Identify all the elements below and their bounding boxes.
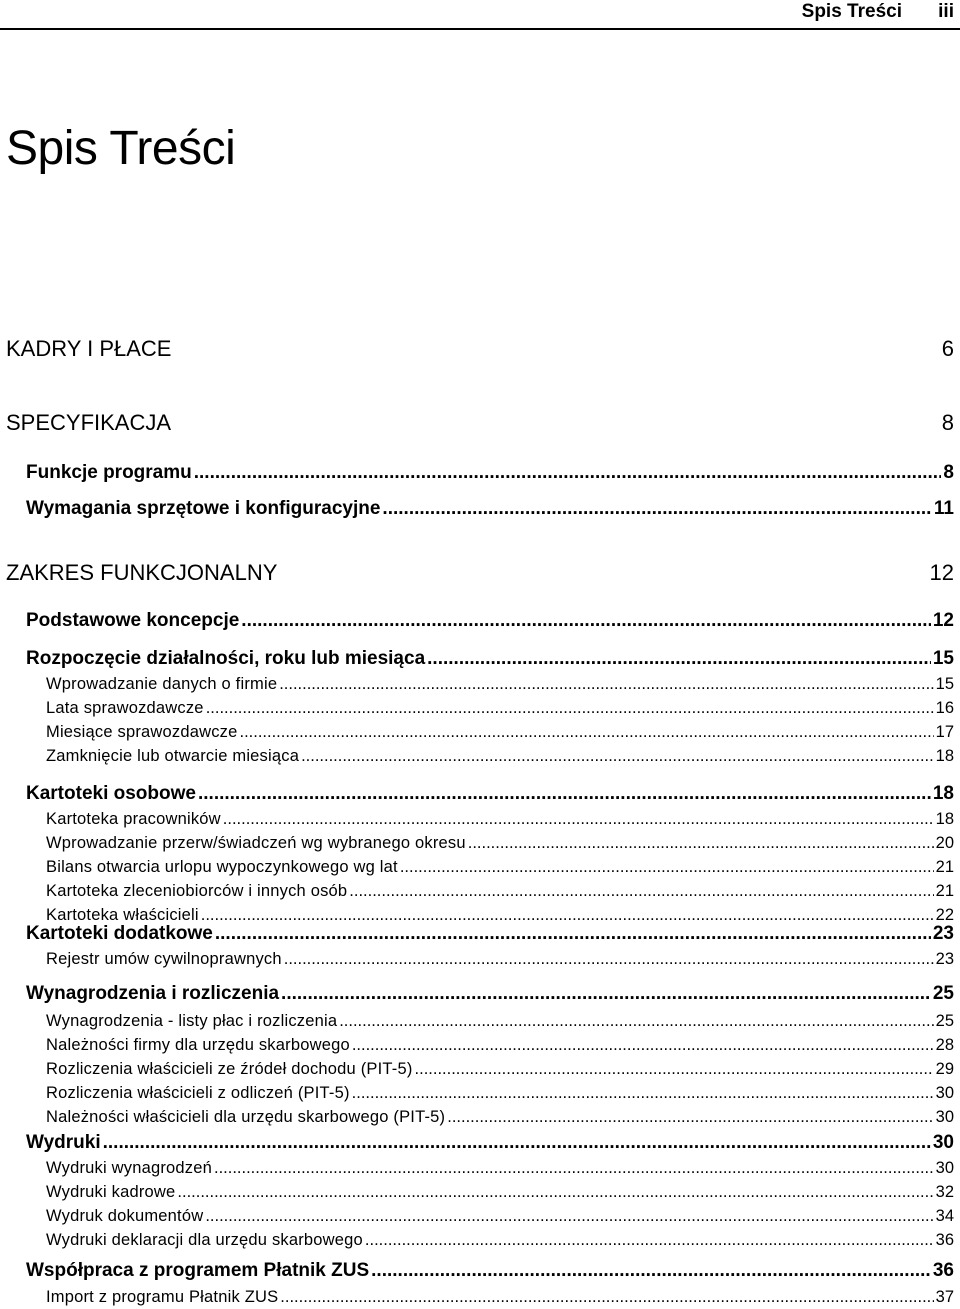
toc-dot-leader (301, 747, 934, 766)
running-header-page-number: iii (938, 1, 954, 22)
toc-entry-level-3[interactable] (46, 699, 954, 720)
toc-entry-level-3[interactable] (46, 950, 954, 971)
toc-entry-level-2[interactable] (26, 610, 954, 634)
toc-entry-page-number: 12 (932, 610, 954, 631)
toc-dot-leader (352, 1036, 934, 1055)
toc-entry-level-2[interactable] (26, 1260, 954, 1284)
toc-dot-leader (427, 648, 931, 670)
toc-entry-page-number: 37 (935, 1288, 954, 1306)
toc-entry-page-number: 32 (935, 1183, 954, 1201)
toc-entry-title: ZAKRES FUNKCJONALNY (6, 560, 278, 585)
toc-entry-level-1[interactable] (6, 336, 954, 364)
toc-entry-page-number: 36 (932, 1260, 954, 1281)
toc-entry-page-number: 18 (932, 783, 954, 804)
toc-entry-title: Rozpoczęcie działalności, roku lub miesiąca (26, 648, 426, 669)
toc-entry-page-number: 30 (935, 1108, 954, 1126)
toc-dot-leader (177, 1183, 933, 1202)
toc-dot-leader (339, 1012, 933, 1031)
toc-entry-page-number: 8 (943, 462, 954, 483)
toc-entry-title: Funkcje programu (26, 462, 192, 483)
toc-entry-title: Rozliczenia właścicieli z odliczeń (PIT-5) (46, 1084, 350, 1102)
toc-entry-title: Rejestr umów cywilnoprawnych (46, 950, 282, 968)
toc-entry-title: Wydruki (26, 1132, 101, 1153)
toc-dot-leader (284, 950, 934, 969)
toc-entry-page-number: 36 (935, 1231, 954, 1249)
toc-dot-leader (281, 983, 931, 1005)
toc-entry-level-3[interactable] (46, 1288, 954, 1309)
toc-entry-page-number: 30 (935, 1159, 954, 1177)
toc-entry-level-3[interactable] (46, 834, 954, 855)
toc-entry-page-number: 6 (941, 336, 954, 361)
toc-entry-title: Wymagania sprzętowe i konfiguracyjne (26, 498, 381, 519)
toc-entry-title: Zamknięcie lub otwarcie miesiąca (46, 747, 300, 765)
toc-entry-title: Wprowadzanie danych o firmie (46, 675, 278, 693)
toc-entry-level-2[interactable] (26, 498, 954, 522)
toc-entry-title: Bilans otwarcia urlopu wypoczynkowego wg lat (46, 858, 398, 876)
toc-entry-level-3[interactable] (46, 1012, 954, 1033)
toc-dot-leader (400, 858, 934, 877)
toc-entry-level-3[interactable] (46, 1159, 954, 1180)
toc-dot-leader (206, 699, 934, 718)
toc-entry-page-number: 21 (935, 858, 954, 876)
toc-entry-level-3[interactable] (46, 1207, 954, 1228)
toc-entry-title: Kartoteki dodatkowe (26, 923, 213, 944)
toc-entry-title: Wynagrodzenia i rozliczenia (26, 983, 280, 1004)
toc-entry-title: Podstawowe koncepcje (26, 610, 240, 631)
toc-entry-level-2[interactable] (26, 648, 954, 672)
toc-entry-title: Wydruki wynagrodzeń (46, 1159, 212, 1177)
page-title: Spis Treści (6, 122, 236, 175)
toc-entry-level-3[interactable] (46, 882, 954, 903)
toc-dot-leader (194, 462, 942, 484)
toc-dot-leader (214, 1159, 934, 1178)
toc-dot-leader (280, 1288, 933, 1307)
toc-entry-level-3[interactable] (46, 747, 954, 768)
toc-dot-leader (468, 834, 934, 853)
toc-entry-level-2[interactable] (26, 983, 954, 1007)
toc-entry-page-number: 15 (935, 675, 954, 693)
toc-entry-level-3[interactable] (46, 675, 954, 696)
toc-dot-leader (349, 882, 933, 901)
toc-entry-level-3[interactable] (46, 1231, 954, 1252)
toc-entry-title: Kartoteka pracowników (46, 810, 221, 828)
toc-entry-page-number: 25 (935, 1012, 954, 1030)
toc-entry-title: Kartoteki osobowe (26, 783, 196, 804)
toc-entry-level-3[interactable] (46, 723, 954, 744)
toc-dot-leader (352, 1084, 934, 1103)
toc-entry-title: Należności właścicieli dla urzędu skarbowego (PIT-5) (46, 1108, 446, 1126)
toc-entry-page-number: 30 (932, 1132, 954, 1153)
toc-entry-title: Rozliczenia właścicieli ze źródeł dochodu (PIT-5) (46, 1060, 413, 1078)
toc-entry-page-number: 20 (935, 834, 954, 852)
toc-entry-title: Import z programu Płatnik ZUS (46, 1288, 279, 1306)
toc-dot-leader (239, 723, 933, 742)
toc-entry-page-number: 21 (935, 882, 954, 900)
toc-entry-page-number: 22 (935, 906, 954, 924)
toc-dot-leader (103, 1132, 931, 1154)
toc-dot-leader (241, 610, 931, 632)
toc-entry-level-2[interactable] (26, 462, 954, 486)
toc-entry-title: Kartoteka zleceniobiorców i innych osób (46, 882, 348, 900)
toc-entry-title: Wydruki deklaracji dla urzędu skarbowego (46, 1231, 363, 1249)
toc-entry-page-number: 34 (935, 1207, 954, 1225)
toc-entry-level-3[interactable] (46, 1084, 954, 1105)
toc-entry-level-2[interactable] (26, 1132, 954, 1156)
toc-entry-page-number: 30 (935, 1084, 954, 1102)
toc-entry-title: SPECYFIKACJA (6, 410, 172, 435)
toc-dot-leader (365, 1231, 934, 1250)
toc-entry-title: Współpraca z programem Płatnik ZUS (26, 1260, 370, 1281)
toc-entry-level-3[interactable] (46, 1183, 954, 1204)
toc-entry-title: KADRY I PŁACE (6, 336, 172, 361)
toc-dot-leader (205, 1207, 933, 1226)
toc-entry-title: Lata sprawozdawcze (46, 699, 204, 717)
toc-entry-level-2[interactable] (26, 783, 954, 807)
toc-entry-level-2[interactable] (26, 923, 954, 947)
toc-entry-page-number: 12 (929, 560, 954, 585)
toc-entry-page-number: 29 (935, 1060, 954, 1078)
toc-dot-leader (279, 675, 933, 694)
toc-entry-title: Należności firmy dla urzędu skarbowego (46, 1036, 350, 1054)
toc-entry-level-3[interactable] (46, 1036, 954, 1057)
toc-entry-page-number: 18 (935, 810, 954, 828)
toc-entry-level-3[interactable] (46, 858, 954, 879)
toc-entry-page-number: 28 (935, 1036, 954, 1054)
toc-entry-page-number: 17 (935, 723, 954, 741)
toc-dot-leader (223, 810, 934, 829)
toc-entry-title: Kartoteka właścicieli (46, 906, 199, 924)
toc-entry-level-1[interactable] (6, 560, 954, 588)
toc-entry-level-3[interactable] (46, 810, 954, 831)
toc-entry-title: Wydruki kadrowe (46, 1183, 176, 1201)
toc-dot-leader (415, 1060, 934, 1079)
toc-entry-title: Wydruk dokumentów (46, 1207, 204, 1225)
toc-dot-leader (215, 923, 931, 945)
toc-entry-page-number: 11 (933, 498, 954, 519)
toc-entry-page-number: 16 (935, 699, 954, 717)
toc-entry-page-number: 8 (941, 410, 954, 435)
toc-entry-title: Miesiące sprawozdawcze (46, 723, 238, 741)
toc-entry-page-number: 15 (932, 648, 954, 669)
toc-dot-leader (198, 783, 931, 805)
toc-entry-page-number: 23 (932, 923, 954, 944)
toc-entry-page-number: 23 (935, 950, 954, 968)
toc-entry-page-number: 18 (935, 747, 954, 765)
toc-entry-level-1[interactable] (6, 410, 954, 438)
toc-dot-leader (371, 1260, 931, 1282)
toc-entry-page-number: 25 (932, 983, 954, 1004)
toc-entry-title: Wprowadzanie przerw/świadczeń wg wybranego okresu (46, 834, 466, 852)
toc-entry-level-3[interactable] (46, 1108, 954, 1129)
toc-entry-level-3[interactable] (46, 1060, 954, 1081)
toc-dot-leader (382, 498, 931, 520)
running-header-title: Spis Treści (801, 1, 902, 22)
toc-dot-leader (447, 1108, 933, 1127)
toc-entry-title: Wynagrodzenia - listy płac i rozliczenia (46, 1012, 338, 1030)
